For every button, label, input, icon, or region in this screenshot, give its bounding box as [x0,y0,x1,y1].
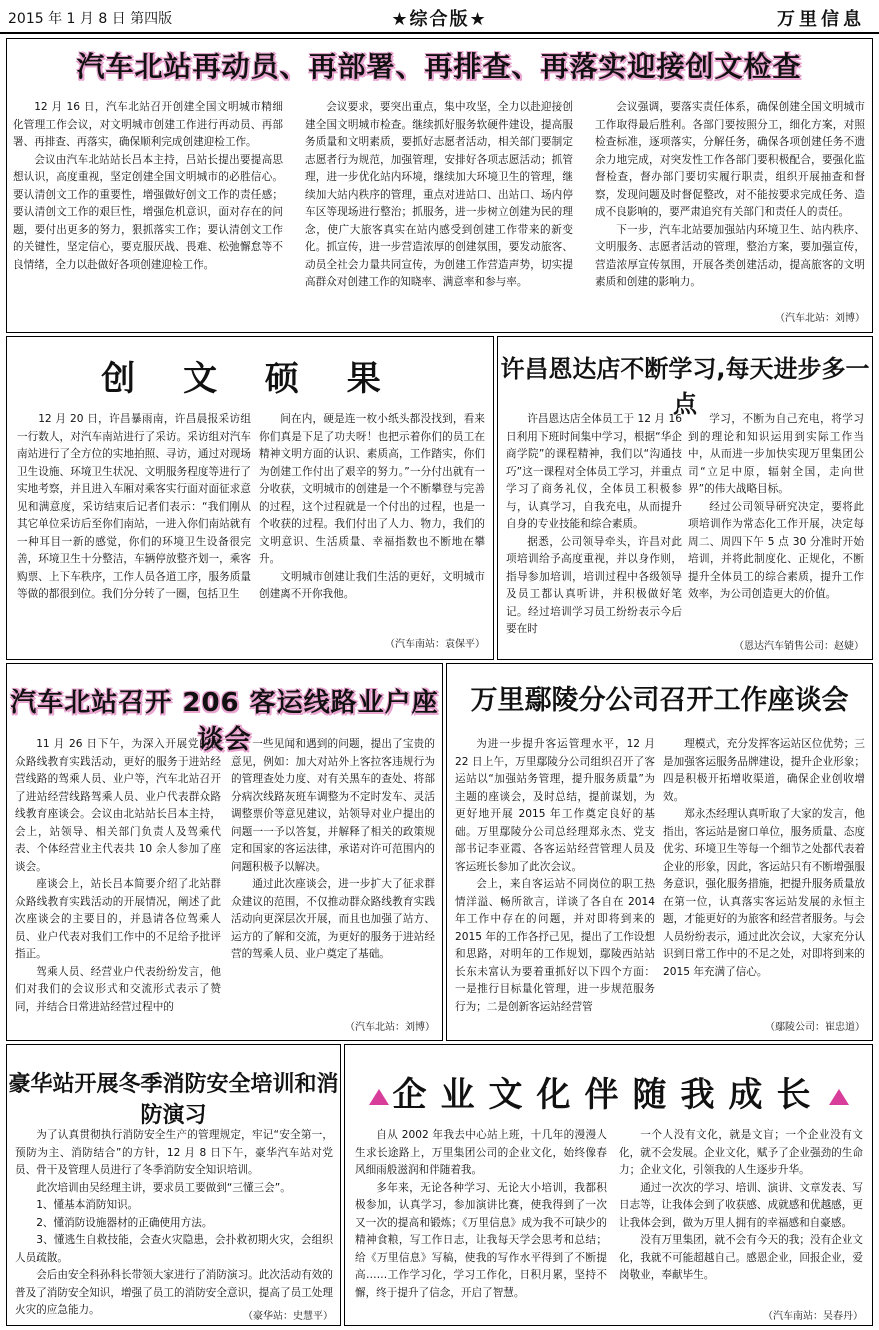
paragraph: 一些见闻和遇到的问题，提出了宝贵的意见，例如：加大对站外上客拉客违规行为的管理查处力度、对有关黑车的查处、将部分病次线路灰班车调整为不定时发车、灵活调整票价等意见建议，站领导对业户提出的问题一一予以答复，并解释了相关的政策规定和国家的客运法律，承诺对许可范围内的问题积极予以解决。 [231,738,435,873]
paragraph: 11 月 26 日下午，为深入开展党的群众路线教育实践活动，更好的服务于进站经营线路的驾乘人员、业户等，汽车北站召开了进站经营线路驾乘人员、业户代表群众路线教育座谈会。会议由北站站长吕本主持，会上，站领导、相关部门负责人及驾乘代表、个体经营业主代表共 10 余人参加了座谈会。 [15,738,221,873]
paragraph: 间在内，硬是连一枚小纸头都没找到，看来你们真是下足了功夫呀！也把示着你们的员工在精神文明方面的认识、素质高，工作踏实，你们为创建工作付出了艰辛的努力。”一分付出就有一分收获，文明城市的创建是一个不断攀登与完善的过程，这个过程就是一个付出的过程，也是一个收获的过程。我们付出了人力、物力，我们的文明意识、生活质量、幸福指数也不断地在攀升。 [259,413,485,565]
article-column [13,99,283,331]
newspaper-brand: 万里信息 [777,9,865,30]
paragraph: 驾乘人员、经营业户代表纷纷发言，他们对我们的会议形式和交流形式表示了赞同，并结合日常进站经营过程中的 [15,965,221,1013]
triangle-ornament-icon [829,1089,849,1105]
triangle-ornament-icon [369,1089,389,1105]
article-column [619,1127,863,1303]
article-route-206-meeting [6,663,443,1041]
paragraph: 3、懂逃生自救技能，会查火灾隐患，会扑救初期火灾，会组织人员疏散。 [15,1234,333,1264]
paragraph: 为了认真贯彻执行消防安全生产的管理规定，牢记“安全第一，预防为主、消防结合”的方针，12 月 8 日下午，豪华汽车站对党员、骨干及管理人员进行了冬季消防安全知识培训。 [15,1129,333,1176]
article-fire-safety [6,1044,341,1326]
article-corporate-culture [344,1044,873,1326]
paragraph: 2、懂消防设施器材的正确使用方法。 [36,1216,213,1229]
article-column [506,411,682,657]
paragraph: 自从 2002 年我去中心站上班，十几年的漫漫人生求长途路上，万里集团公司的企业文化，始终像春风细雨般滋润和伴随着我。 [355,1129,607,1176]
paragraph: 通过此次座谈会，进一步扩大了征求群众建议的范围，不仅推动群众路线教育实践活动向更深层次开展，而且也加强了站方、运方的了解和交流，为更好的服务于进站经营的驾乘人员、业户奠定了基础。 [231,878,435,960]
paragraph: 通过一次次的学习、培训、演讲、文章发表、写日志等，让我体会到了收获感、成就感和优越感，更让我体会到，做为万里人拥有的幸福感和自豪感。 [619,1181,863,1229]
paragraph: 一个人没有文化，就是文盲；一个企业没有文化，就不会发展。企业文化，赋予了企业强劲的生命力；企业文化，引领我的人生逐步升华。 [619,1129,863,1176]
paragraph: 1、懂基本消防知识。 [36,1199,139,1211]
article-column [595,99,865,309]
article-column [259,411,485,631]
byline: （汽车南站：袁保平） [385,639,485,650]
paragraph: 理模式，充分发挥客运站区位优势；三是加强客运服务品牌建设，提升企业形象；四是积极开拓增收渠道，确保企业创收增效。 [663,738,865,803]
paragraph: 会后由安全科孙科长带领大家进行了消防演习。此次活动有效的普及了消防安全知识，增强了员工的消防安全意识，提高了员工处理火灾的应急能力。 [15,1269,333,1316]
page-header [0,0,879,34]
article-column [15,1127,333,1316]
paragraph: 多年来，无论各种学习、无论大小培训，我都积极参加，认真学习，参加演讲比赛，使我得到了一次又一次的提高和锻炼；《万里信息》成为我不可缺少的精神食粮，写工作日志，让我每天学会思考和总结；给《万里信息》写稿，使我的写作水平得到了不断提高……工作学习化，学习工作化，日积月累，坚持不懈，终于提升了信念，开启了智慧。 [355,1181,607,1299]
paragraph: 座谈会上，站长吕本简要介绍了北站群众路线教育实践活动的开展情况，阐述了此次座谈会的主要目的，并恳请各位驾乘人员、业户代表对我们工作中的不足给予批评指正。 [15,878,221,960]
paragraph: 12 月 20 日，许昌暴雨南，许昌晨报采访组一行数人，对汽车南站进行了采访。采访组对汽车南站进行了全方位的实地拍照、寻访，通过对现场卫生设施、环境卫生状况、文明服务程度等进行了实地考察，并且进入车厢对乘客实行面对面征求意见和满意度，采访结束后记者们表示：“我们刚从其它单位采访后至你们南站，一进入你们南站就有一种耳目一新的感觉，你们的环境卫生设备很完善，环境卫生十分整洁，车辆停放整齐划一，乘客购票、上下车秩序，工作人员各道工序，服务质量等做的都很到位。我们分分转了一圈，包括卫生 [17,413,251,600]
paragraph: 会议要求，要突出重点，集中攻坚，全力以赴迎接创建全国文明城市检查。继续抓好服务软硬件建设，提高服务质量和文明素质，要抓好志愿者活动，相关部门要制定志愿者行为规范，加强管理，安排好各项志愿活动；抓管理，进一步优化站内环境，继续加大环境卫生的管理，继续加大站内秩序的管理，重点对进站口、出站口、场内停车区等现场进行整治；抓服务，进一步树立创建为民的理念，使广大旅客真实在站内感受到创建工作带来的新变化。抓宣传，进一步营造浓厚的创建氛围，要发动旅客、动员全社会力量共同宣传，为创建工作营造声势，切实提高群众对创建工作的知晓率、满意率和参与率。 [305,101,573,288]
byline: （汽车北站：刘博） [345,1022,435,1033]
article-title: 汽车北站召开 206 客运线路业户座谈会 [10,688,439,755]
paragraph: 12 月 16 日，汽车北站召开创建全国文明城市精细化管理工作会议，对文明城市创建工作进行再动员、再部署、再排查、再落实，确保顺利完成创建迎检工作。 [13,101,283,148]
issue-date: 2015 年 1 月 8 日 第四版 [8,11,173,27]
article-creation-recheck [6,38,873,333]
article-title: 企业文化伴随我成长 [345,1067,872,1116]
article-title: 许昌恩达店不断学习,每天进步多一点 [500,355,870,418]
article-yanling-meeting [446,663,873,1041]
article-title: 创 文 硕 果 [101,359,399,399]
paragraph: 学习，不断为自己充电，将学习到的理论和知识运用到实际工作当中，从而进一步加快实现万里集团公司“立足中原，辐射全国，走向世界”的伟大战略目标。 [688,413,864,495]
paragraph: 没有万里集团，就不会有今天的我；没有企业文化，我就不可能超越自己。感恩企业，回报企业，爱岗敬业，奉献毕生。 [619,1234,863,1281]
article-title: 万里鄢陵分公司召开工作座谈会 [470,685,849,716]
paragraph: 下一步，汽车北站要加强站内环境卫生、站内秩序、文明服务、志愿者活动的管理，整治方案，要加强宣传，营造浓厚宣传氛围，开展各类创建活动，提高旅客的文明素质和创建的影响力。 [595,223,865,288]
article-creation-results [6,336,494,660]
paragraph: 会议由汽车北站站长吕本主持，吕站长提出要提高思想认识，高度重视，坚定创建全国文明城市的必胜信心。要认清创文工作的重要性，增强做好创文工作的责任感；要认清创文工作的艰巨性，增强危机意识，面对存在的问题，要付出更多的努力，狠抓落实工作；要认清创文工作的关键性，坚定信心，要克服厌战、畏难、松弛懈怠等不良情绪，全力以赴做好各项创建迎检工作。 [13,153,283,271]
byline: （恩达汽车销售公司：赵婕） [734,641,864,652]
paragraph: 此次培训由吴经理主讲，要求员工要做到“三懂三会”。 [36,1181,291,1194]
paragraph: 郑永杰经理认真听取了大家的发言，他指出，客运站是窗口单位，服务质量、态度优劣、环境卫生等每一个细节之处都代表着企业的形象，因此，客运站只有不断增强服务意识，强化服务措施，把提升服务质量放在第一位，认真落实客运站发展的永恒主题，才能更好的为旅客和经营者服务。与会人员纷纷表示，通过此次会议，大家充分认识到日常工作中的不足之处，对即将到来的 2015 年充满了信心。 [663,808,865,978]
article-column [231,736,435,1012]
byline: （汽车北站：刘博） [775,313,865,324]
section-title: ★综合版★ [391,9,488,30]
article-column [17,411,251,657]
article-column [455,736,655,1038]
article-title: 汽车北站再动员、再部署、再排查、再落实迎接创文检查 [76,50,802,83]
article-column [15,736,221,1038]
byline: （鄢陵公司：崔忠道） [765,1022,865,1033]
byline: （汽车南站：吴春丹） [763,1311,863,1322]
article-column [663,736,865,1012]
article-enda-store [497,336,873,660]
article-column [305,99,573,331]
paragraph: 会议强调，要落实责任体系，确保创建全国文明城市工作取得最后胜利。各部门要按照分工，细化方案，对照检查标准，逐项落实，分解任务，确保各项创建任务不遗余力地完成，对突发性工作各部门要积极配合，要强化监督检查，督办部门要切实履行职责，组织开展抽查和督察，发现问题及时督促整改，对不能按要求完成任务、造成不良影响的，要严肃追究有关部门和责任人的责任。 [595,101,865,218]
article-column [355,1127,607,1323]
article-column [688,411,864,633]
paragraph: 会上，来自客运站不同岗位的职工热情洋溢、畅所欲言，详谈了各自在 2014 年工作中存在的问题，并对即将到来的 2015 年的工作各抒己见，提出了工作设想和思路，对明年的工作规划，鄢陵西站站长东未富认为要着重抓好以下四个方面：一是推行目标量化管理，进一步规范服务行为；二是创新客运站经营管 [455,878,655,1013]
byline: （豪华站：史慧平） [243,1311,333,1322]
paragraph: 文明城市创建让我们生活的更好，文明城市创建离不开你我他。 [259,570,485,600]
article-title: 豪华站开展冬季消防安全培训和消防演习 [8,1072,339,1128]
paragraph: 据悉，公司领导牵头，许昌对此项培训给予高度重视，并以身作则，指导参加培训，培训过程中各级领导及员工都认真听讲，并积极做好笔记。经过培训学习员工纷纷表示今后要在时 [506,535,682,635]
paragraph: 经过公司领导研究决定，要将此项培训作为常态化工作开展，决定每周二、周四下午 5 点 30 分准时开始培训，并将此制度化、正规化，不断提升全体员工的综合素质，提升工作效率，为公司创造更大的价值。 [688,500,864,600]
paragraph: 为进一步提升客运管理水平，12 月 22 日上午，万里鄢陵分公司组织召开了客运站以“加强站务管理，提升服务质量”为主题的座谈会，及时总结，提前谋划，为更好地开展 2015 年工作奠定良好的基础。万里鄢陵分公司总经理郑永杰、党支部书记李亚霞、各客运站经营管理人员及客运班长参加了此次会议。 [455,738,655,873]
paragraph: 许昌恩达店全体员工于 12 月 16 日利用下班时间集中学习，根据“华企商学院”的课程精神，我们以“沟通技巧”这一课程对全体员工学习，并重点学习了商务礼仪，全体员工积极参与，认真学习，自我充电，从而提升自身的专业技能和综合素质。 [506,413,682,530]
